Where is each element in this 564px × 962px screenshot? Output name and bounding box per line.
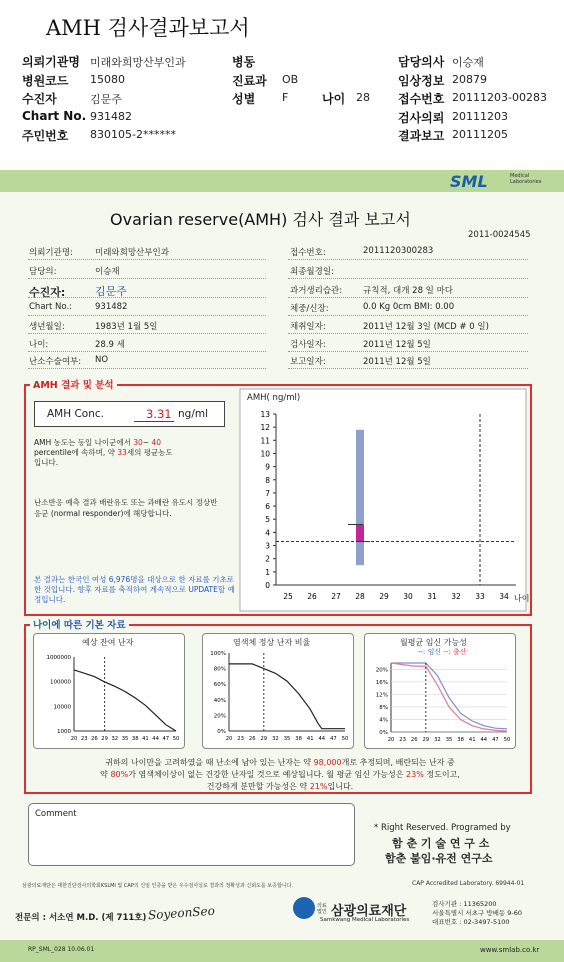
field-divider: [288, 333, 528, 334]
series-line: [74, 670, 176, 731]
doctor-name: 전문의 : 서소연 M.D. (제 711호): [15, 913, 147, 923]
y-tick-label: 7: [265, 488, 270, 498]
chart3-title: 월평균 임신 가능성: [400, 638, 467, 647]
series-line: [391, 663, 507, 729]
x-tick-label: 32: [111, 736, 119, 742]
header-value: 20111203-00283: [452, 91, 547, 104]
field-value: 2011년 12월 5일: [363, 340, 431, 350]
y-tick-label: 13: [260, 410, 270, 419]
y-tick-label: 0%: [217, 729, 226, 735]
foundation-logo: [293, 897, 315, 919]
y-tick-label: 6: [265, 502, 270, 512]
x-tick-label: 26: [91, 736, 98, 742]
field-value: 0.0 Kg 0cm BMI: 0.00: [363, 302, 455, 312]
foundation-prefix: 의료법인: [317, 903, 327, 915]
y-tick-label: 9: [265, 462, 270, 472]
field-label: 접수번호:: [290, 248, 326, 258]
field-value: 931482: [95, 302, 128, 312]
x-tick-label: 38: [295, 736, 302, 742]
x-tick-label: 44: [480, 737, 488, 743]
comment-box: [28, 803, 355, 866]
legend-birth: --: 출산: [443, 648, 467, 656]
field-label: 체중/신장:: [290, 304, 329, 314]
header-key: 병원코드: [22, 73, 69, 88]
header-key: 주민번호: [22, 129, 69, 143]
x-tick-label: 47: [492, 737, 499, 743]
whisker-bar: [356, 430, 364, 565]
x-tick-label: 23: [399, 737, 406, 743]
foundation-name-en: Samkwang Medical Laboratories: [320, 917, 410, 923]
header-key: 병동: [232, 55, 256, 69]
field-value: 이승재: [95, 267, 120, 277]
x-tick-label: 41: [306, 736, 314, 742]
x-tick-label: 28: [355, 592, 365, 601]
foundation-info: 검사기관 : 11365200 서울특별시 서초구 방배동 9-60 대표번호 : 02-3497-5100: [432, 900, 523, 926]
header-key: 담당의사: [398, 55, 445, 69]
y-tick-label: 16%: [375, 679, 388, 686]
field-divider: [288, 259, 528, 260]
field-value: NO: [95, 355, 109, 365]
x-tick-label: 47: [162, 736, 170, 742]
field-label: 검사일자:: [290, 340, 326, 350]
age-summary-text: 귀하의 나이만을 고려하였을 때 난소에 남아 있는 난자는 약 98,000개로 추정되며, 배란되는 난자 중 약 80%가 염색체이상이 없는 건강한 난자일 것으로 예상됩니다. 월 평균 임신 가능성은 23% 정도이고, 건강하게 분만할 가능성은 약 21%입니다.: [100, 758, 460, 791]
header-value: 미래와희망산부인과: [90, 56, 186, 69]
cap-accreditation: CAP Accredited Laboratory. 69944-01: [412, 880, 525, 887]
y-tick-label: 1: [265, 567, 270, 577]
y-tick-label: 12: [260, 423, 270, 433]
field-label: 과거생리습관:: [290, 286, 343, 296]
x-tick-label: 41: [468, 737, 476, 743]
x-tick-label: 32: [272, 736, 279, 742]
doctor-signature: SoyeonSeo: [147, 903, 216, 923]
legend-pregnancy: --: 임신: [418, 648, 442, 656]
field-divider: [28, 315, 266, 316]
y-tick-label: 4: [265, 528, 270, 538]
amh-data-note: 본 결과는 한국인 여성 6,976명을 대상으로 한 자료를 기초로 한 것입니다. 향후 자료를 축적하여 계속적으로 UPDATE할 예정입니다.: [34, 575, 235, 604]
website-url: www.smlab.co.kr: [480, 946, 540, 954]
x-tick-label: 26: [410, 737, 418, 743]
form-number: RP_SML_028 10.06.01: [28, 946, 95, 953]
x-tick-label: 44: [152, 736, 159, 742]
field-label: 채취일자:: [290, 322, 326, 332]
x-tick-label: 32: [451, 592, 461, 601]
header-value: 20111205: [452, 128, 508, 141]
amh-conc-label: AMH Conc.: [47, 408, 104, 420]
x-tick-label: 34: [499, 592, 509, 601]
x-axis-unit: 나이: [514, 594, 530, 603]
y-tick-label: 80%: [213, 666, 226, 673]
header-key: 접수번호: [398, 92, 445, 106]
y-tick-label: 60%: [213, 682, 226, 689]
field-divider: [288, 315, 528, 316]
x-tick-label: 29: [260, 736, 268, 742]
field-label: 최종월경일:: [290, 267, 334, 277]
field-label: 수진자:: [29, 286, 66, 299]
x-tick-label: 47: [330, 736, 337, 742]
field-label: 나이:: [29, 340, 49, 350]
x-tick-label: 23: [237, 736, 244, 742]
pregnancy-chart: [365, 655, 515, 749]
y-tick-label: 100000: [50, 679, 71, 686]
y-tick-label: 100%: [210, 651, 226, 657]
y-tick-label: 1000000: [46, 655, 71, 661]
field-label: 난소수술여부:: [29, 357, 82, 367]
series-line: [229, 664, 345, 729]
y-tick-label: 0%: [379, 730, 388, 736]
header-value: 830105-2******: [90, 128, 176, 141]
x-tick-label: 50: [341, 736, 349, 742]
amh-percentile-text: AMH 농도는 동일 나이군에서 30~ 40 percentile에 속하며, 약 33세의 평균농도 입니다.: [34, 438, 173, 467]
x-tick-label: 35: [121, 736, 129, 742]
field-divider: [28, 278, 266, 279]
rights-text: * Right Reserved. Programed by: [374, 823, 511, 833]
report-main-title: Ovarian reserve(AMH) 검사 결과 보고서: [110, 210, 411, 229]
y-tick-label: 40%: [213, 697, 226, 704]
chart1-title: 예상 잔여 난자: [82, 638, 134, 647]
header-value: 김문주: [90, 93, 122, 106]
header-key: 의뢰기관명: [22, 55, 80, 69]
header-key: Chart No.: [22, 108, 87, 123]
x-tick-label: 26: [307, 592, 317, 601]
y-tick-label: 10000: [53, 704, 71, 711]
x-tick-label: 26: [248, 736, 256, 742]
x-tick-label: 50: [172, 736, 180, 742]
y-tick-label: 12%: [375, 692, 388, 699]
x-tick-label: 30: [403, 592, 413, 601]
amh-response-text: 난소반응 예측 결과 배란유도 또는 과배란 유도시 정상반응군 (normal responder)에 해당합니다.: [34, 498, 218, 518]
amh-section-title: AMH 결과 및 분석: [30, 377, 117, 391]
header-value: 20111203: [452, 109, 508, 123]
cert-note: 삼광의료재단은 대한진단검사의학회KSLMI 및 CAP의 신임 인증을 받은 우수검사실로 결과의 정확성과 신뢰도를 보증합니다.: [22, 883, 294, 889]
remaining-eggs-chart: [34, 645, 184, 749]
header-value: OB: [282, 72, 299, 86]
header-key: 나이: [322, 92, 346, 106]
x-tick-label: 29: [379, 592, 389, 601]
header-key: 검사의뢰: [398, 110, 445, 125]
x-tick-label: 50: [503, 737, 511, 743]
y-tick-label: 10: [260, 449, 270, 459]
field-divider: [28, 259, 266, 260]
y-tick-label: 4%: [379, 717, 388, 724]
field-value: 28.9 세: [95, 340, 125, 350]
x-tick-label: 27: [331, 592, 341, 601]
research-institute-1: 함 춘 기 술 연 구 소: [392, 837, 490, 850]
y-tick-label: 20%: [375, 667, 388, 674]
y-tick-label: 3: [265, 541, 270, 551]
header-key: 임상정보: [398, 73, 445, 88]
field-label: 생년월일:: [29, 322, 65, 332]
x-tick-label: 35: [283, 736, 291, 742]
y-tick-label: 11: [260, 436, 270, 446]
field-value: 미래와희망산부인과: [95, 248, 169, 258]
foundation-name: 삼광의료재단: [331, 904, 407, 919]
x-tick-label: 33: [475, 592, 485, 601]
field-divider: [28, 297, 266, 298]
header-key: 성별: [232, 92, 256, 106]
field-value: 2011120300283: [363, 246, 434, 256]
field-divider: [288, 351, 528, 352]
field-value: 규칙적, 대개 28 일 마다: [363, 286, 454, 296]
x-tick-label: 20: [387, 737, 395, 743]
field-divider: [288, 368, 528, 369]
research-institute-2: 함춘 불임·유전 연구소: [385, 852, 493, 865]
report-doc-number: 2011-0024545: [468, 230, 531, 240]
amh-box-chart: [240, 389, 530, 611]
y-tick-label: 0: [265, 581, 270, 590]
x-tick-label: 31: [427, 592, 437, 601]
amh-conc-box: [34, 401, 225, 427]
header-key: 진료과: [232, 73, 267, 88]
x-tick-label: 29: [422, 737, 430, 743]
sml-logo: [450, 172, 542, 191]
field-divider: [28, 368, 266, 369]
y-tick-label: 1000: [57, 729, 71, 735]
chart2-title: 염색체 정상 난자 비율: [233, 638, 311, 647]
field-label: 담당의:: [29, 267, 57, 277]
chart-frame: [240, 389, 526, 611]
field-divider: [28, 351, 266, 352]
x-tick-label: 38: [457, 737, 464, 743]
y-tick-label: 8: [265, 475, 270, 485]
x-tick-label: 44: [318, 736, 326, 742]
y-tick-label: 2: [265, 554, 270, 564]
header-value: 이승재: [452, 56, 484, 69]
field-value: 2011년 12월 5일: [363, 357, 431, 367]
sml-logo-text: SML: [450, 172, 488, 191]
x-tick-label: 32: [434, 737, 441, 743]
header-value: 28: [356, 91, 370, 104]
field-label: 보고일자:: [290, 357, 326, 367]
header-value: 931482: [90, 109, 132, 123]
x-tick-label: 35: [445, 737, 453, 743]
x-tick-label: 41: [142, 736, 149, 742]
amh-conc-unit: ng/ml: [178, 408, 209, 420]
field-value: 김문주: [95, 285, 127, 298]
y-tick-label: 8%: [379, 704, 388, 711]
field-value: 1983년 1월 5일: [95, 322, 158, 332]
header-value: 15080: [90, 72, 125, 86]
sml-logo-sub2: Laboratories: [510, 179, 542, 185]
y-tick-label: 20%: [213, 713, 226, 720]
iqr-box: [356, 524, 364, 541]
x-tick-label: 20: [70, 736, 78, 742]
age-section-title: 나이에 따른 기본 자료: [30, 617, 129, 631]
amh-chart-ylabel: AMH( ng/ml): [247, 393, 301, 403]
x-tick-label: 29: [101, 736, 108, 742]
header-value: 20879: [452, 72, 487, 86]
y-tick-label: 5: [265, 515, 270, 525]
comment-label: Comment: [35, 809, 77, 819]
amh-conc-value: 3.31: [134, 407, 174, 422]
field-divider: [288, 278, 528, 279]
sml-logo-sub1: Medical: [510, 173, 530, 179]
header-value: F: [282, 91, 289, 104]
report-title: AMH 검사결과보고서: [46, 16, 250, 40]
field-divider: [28, 333, 266, 334]
x-tick-label: 25: [283, 592, 293, 601]
x-tick-label: 38: [131, 736, 139, 742]
header-key: 결과보고: [398, 129, 445, 143]
header-key: 수진자: [22, 92, 57, 106]
field-value: 2011년 12월 3일 (MCD # 0 일): [363, 322, 489, 332]
x-tick-label: 20: [225, 736, 233, 742]
field-label: Chart No.:: [29, 302, 73, 312]
x-tick-label: 23: [80, 736, 88, 742]
field-label: 의뢰기관명:: [29, 248, 73, 258]
normal-eggs-chart: [203, 645, 353, 749]
field-divider: [288, 297, 528, 298]
